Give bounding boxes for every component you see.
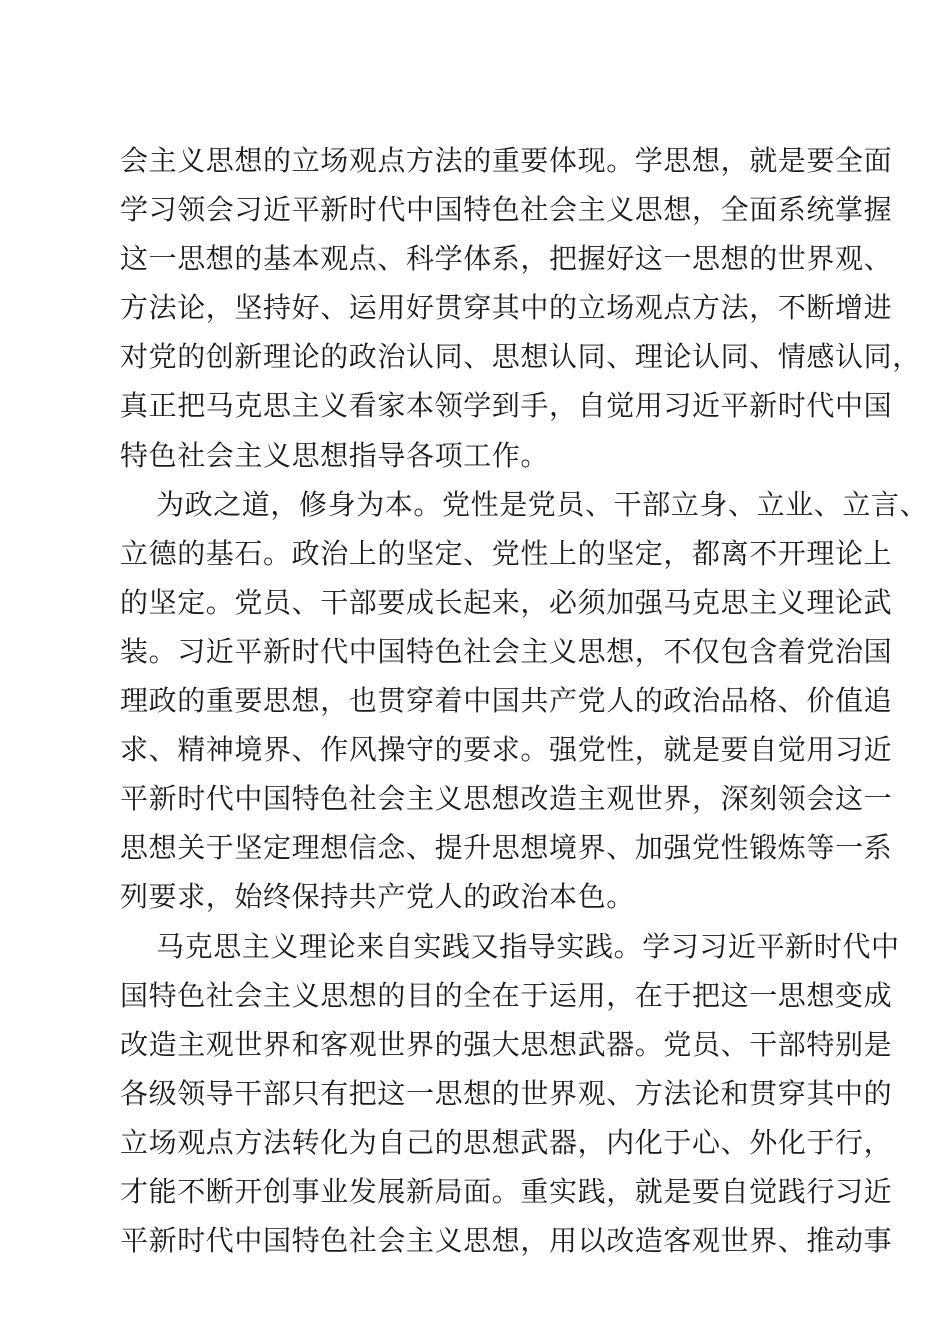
paragraph-first-line: 马克思主义理论来自实践又指导实践。学习习近平新时代中 — [156, 929, 900, 963]
paragraph-line: 装。习近平新时代中国特色社会主义思想，不仅包含着党治国 — [120, 634, 893, 668]
paragraph-line: 真正把马克思主义看家本领学到手，自觉用习近平新时代中国 — [120, 389, 893, 423]
paragraph-line: 对党的创新理论的政治认同、思想认同、理论认同、情感认同， — [120, 340, 921, 374]
paragraph-line: 立场观点方法转化为自己的思想武器，内化于心、外化于行， — [120, 1125, 893, 1159]
paragraph-2 — [120, 480, 929, 922]
paragraph-line: 方法论，坚持好、运用好贯穿其中的立场观点方法，不断增进 — [120, 291, 893, 325]
paragraph-line: 立德的基石。政治上的坚定、党性上的坚定，都离不开理论上 — [120, 536, 893, 570]
paragraph-line: 理政的重要思想，也贯穿着中国共产党人的政治品格、价值追 — [120, 684, 893, 718]
paragraph-line: 思想关于坚定理想信念、提升思想境界、加强党性锻炼等一系 — [120, 831, 893, 865]
paragraph-line: 的坚定。党员、干部要成长起来，必须加强马克思主义理论武 — [120, 585, 893, 619]
paragraph-line: 会主义思想的立场观点方法的重要体现。学思想，就是要全面 — [120, 144, 893, 177]
paragraph-line: 国特色社会主义思想的目的全在于运用，在于把这一思想变成 — [120, 978, 893, 1012]
paragraph-3 — [120, 922, 900, 1266]
paragraph-line: 平新时代中国特色社会主义思想，用以改造客观世界、推动事 — [120, 1224, 893, 1258]
paragraph-first-line: 为政之道，修身为本。党性是党员、干部立身、立业、立言、 — [156, 487, 929, 521]
document-body — [120, 136, 929, 1265]
paragraph-1 — [120, 136, 921, 480]
paragraph-line: 才能不断开创事业发展新局面。重实践，就是要自觉践行习近 — [120, 1174, 893, 1208]
paragraph-line: 这一思想的基本观点、科学体系，把握好这一思想的世界观、 — [120, 242, 893, 276]
paragraph-line: 平新时代中国特色社会主义思想改造主观世界，深刻领会这一 — [120, 782, 893, 816]
paragraph-line: 学习领会习近平新时代中国特色社会主义思想，全面系统掌握 — [120, 193, 893, 227]
paragraph-line: 特色社会主义思想指导各项工作。 — [120, 438, 550, 472]
paragraph-line: 求、精神境界、作风操守的要求。强党性，就是要自觉用习近 — [120, 733, 893, 767]
paragraph-line: 各级领导干部只有把这一思想的世界观、方法论和贯穿其中的 — [120, 1076, 893, 1110]
paragraph-line: 列要求，始终保持共产党人的政治本色。 — [120, 880, 635, 914]
paragraph-line: 改造主观世界和客观世界的强大思想武器。党员、干部特别是 — [120, 1027, 893, 1061]
